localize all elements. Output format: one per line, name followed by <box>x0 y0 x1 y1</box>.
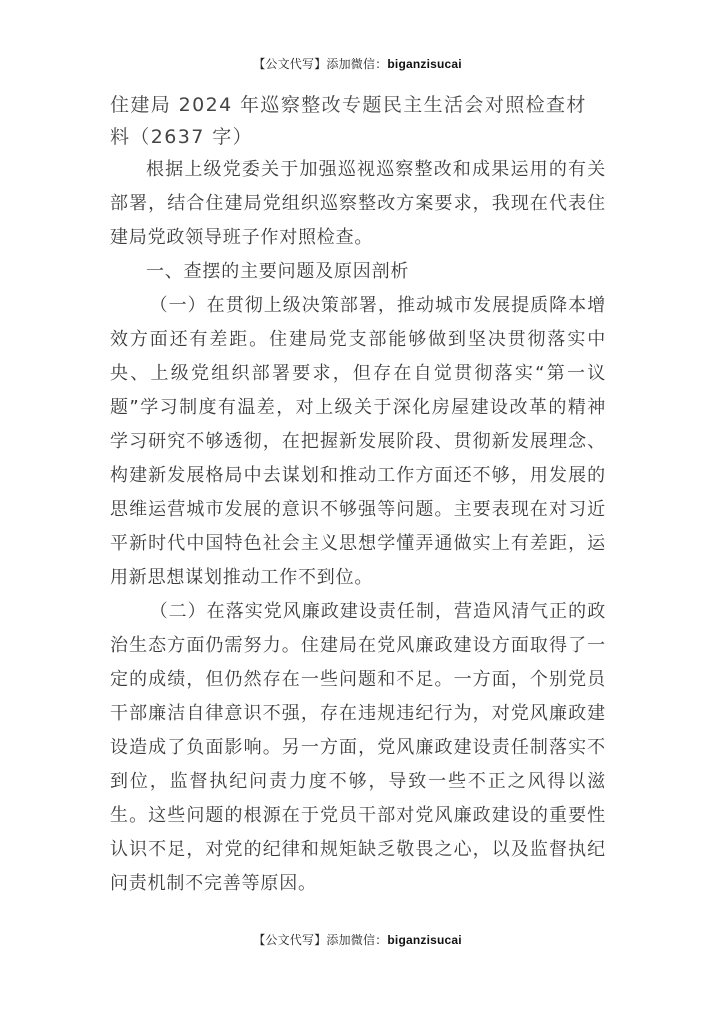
point-paragraph-1: （一）在贯彻上级决策部署，推动城市发展提质降本增效方面还有差距。住建局党支部能够做到坚决贯彻落实中央、上级党组织部署要求，但存在自觉贯彻落实“第一议题”学习制度有温差，对上级关于深化房屋建设改革的精神学习研究不够透彻，在把握新发展阶段、贯彻新发展理念、构建新发展格局中去谋划和推动工作方面还不够，用发展的思维运营城市发展的意识不够强等问题。主要表现在对习近平新时代中国特色社会主义思想学懂弄通做实上有差距，运用新思想谋划推动工作不到位。 <box>110 295 606 588</box>
header-note-prefix: 【公文代写】添加微信： <box>253 57 388 71</box>
point-paragraph-2: （二）在落实党风廉政建设责任制，营造风清气正的政治生态方面仍需努力。住建局在党风廉政建设方面取得了一定的成绩，但仍然存在一些问题和不足。一方面，个别党员干部廉洁自律意识不强，存在违规违纪行为，对党风廉政建设造成了负面影响。另一方面，党风廉政建设责任制落实不到位，监督执纪问责力度不够，导致一些不正之风得以滋生。这些问题的根源在于党员干部对党风廉政建设的重要性认识不足，对党的纪律和规矩缺乏敬畏之心，以及监督执纪问责机制不完善等原因。 <box>110 601 606 894</box>
intro-paragraph: 根据上级党委关于加强巡视巡察整改和成果运用的有关部署，结合住建局党组织巡察整改方案要求，我现在代表住建局党政领导班子作对照检查。 <box>110 159 606 248</box>
header-note-brand: biganzisucai <box>387 57 462 71</box>
footer-note-prefix: 【公文代写】添加微信： <box>253 933 388 947</box>
footer-note-brand: biganzisucai <box>387 933 462 947</box>
footer-watermark-note <box>0 931 715 948</box>
header-watermark-note <box>0 55 715 72</box>
document-title: 住建局 2024 年巡察整改专题民主生活会对照检查材料（2637 字） <box>110 94 587 148</box>
section-heading: 一、查摆的主要问题及原因剖析 <box>146 261 410 282</box>
document-body <box>110 89 606 901</box>
